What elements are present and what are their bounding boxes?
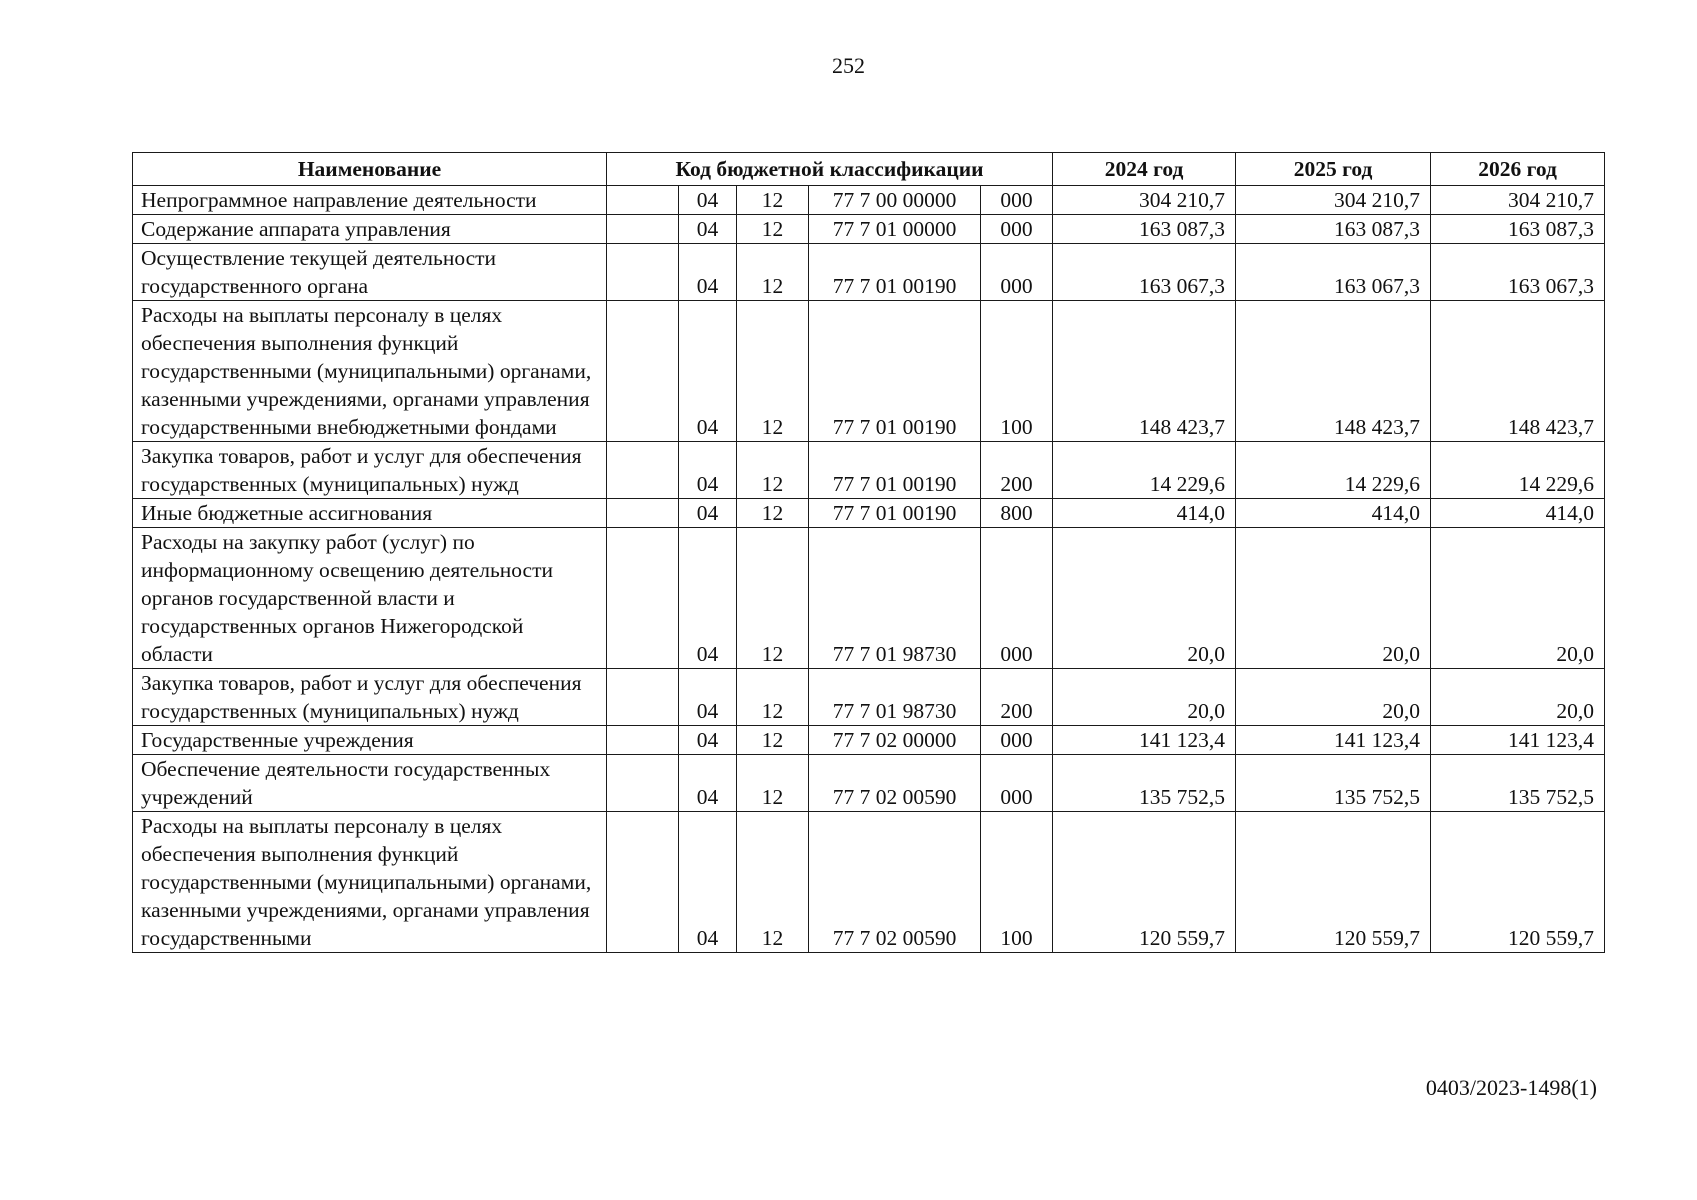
value-2025: 304 210,7 [1236,186,1431,215]
code-subsection: 12 [737,301,809,442]
value-2025: 148 423,7 [1236,301,1431,442]
value-2026: 163 087,3 [1431,215,1605,244]
value-2024: 163 067,3 [1053,244,1236,301]
code-expense-type: 000 [981,726,1053,755]
code-expense-type: 100 [981,301,1053,442]
code-subsection: 12 [737,442,809,499]
code-subsection: 12 [737,726,809,755]
code-section: 04 [679,301,737,442]
value-2024: 14 229,6 [1053,442,1236,499]
row-name: Государственные учреждения [133,726,607,755]
table-row [133,301,1605,442]
code-subsection: 12 [737,669,809,726]
value-2025: 135 752,5 [1236,755,1431,812]
value-2026: 20,0 [1431,669,1605,726]
code-expense-type: 100 [981,812,1053,953]
code-target-article: 77 7 01 98730 [809,669,981,726]
code-subsection: 12 [737,528,809,669]
value-2024: 20,0 [1053,669,1236,726]
code-target-article: 77 7 01 00190 [809,499,981,528]
code-section: 04 [679,186,737,215]
code-admin [607,499,679,528]
value-2024: 141 123,4 [1053,726,1236,755]
row-name: Осуществление текущей деятельности государственного органа [133,244,607,301]
row-name: Расходы на выплаты персоналу в целях обеспечения выполнения функций государственными (муниципальными) органами, казенными учреждениями, органами управления государственными внебюджетными фондами [133,301,607,442]
code-target-article: 77 7 01 00190 [809,442,981,499]
code-expense-type: 000 [981,215,1053,244]
code-expense-type: 000 [981,244,1053,301]
code-target-article: 77 7 00 00000 [809,186,981,215]
table-row [133,528,1605,669]
code-section: 04 [679,442,737,499]
code-admin [607,726,679,755]
header-name: Наименование [133,153,607,186]
row-name: Содержание аппарата управления [133,215,607,244]
code-section: 04 [679,499,737,528]
value-2026: 120 559,7 [1431,812,1605,953]
value-2026: 163 067,3 [1431,244,1605,301]
table-row [133,669,1605,726]
code-section: 04 [679,215,737,244]
table-row [133,755,1605,812]
code-target-article: 77 7 01 00000 [809,215,981,244]
code-admin [607,186,679,215]
value-2024: 304 210,7 [1053,186,1236,215]
value-2025: 414,0 [1236,499,1431,528]
value-2026: 304 210,7 [1431,186,1605,215]
code-target-article: 77 7 01 00190 [809,244,981,301]
header-2024: 2024 год [1053,153,1236,186]
row-name: Иные бюджетные ассигнования [133,499,607,528]
table-header-row [133,153,1605,186]
value-2024: 414,0 [1053,499,1236,528]
value-2026: 141 123,4 [1431,726,1605,755]
value-2025: 120 559,7 [1236,812,1431,953]
code-expense-type: 800 [981,499,1053,528]
header-2026: 2026 год [1431,153,1605,186]
table-row [133,726,1605,755]
code-target-article: 77 7 02 00590 [809,812,981,953]
table-row [133,442,1605,499]
row-name: Расходы на выплаты персоналу в целях обеспечения выполнения функций государственными (муниципальными) органами, казенными учреждениями, органами управления государственными [133,812,607,953]
code-admin [607,301,679,442]
code-target-article: 77 7 02 00000 [809,726,981,755]
code-admin [607,215,679,244]
document-code: 0403/2023-1498(1) [1425,1075,1597,1100]
value-2026: 135 752,5 [1431,755,1605,812]
value-2024: 20,0 [1053,528,1236,669]
value-2024: 135 752,5 [1053,755,1236,812]
code-target-article: 77 7 01 00190 [809,301,981,442]
table-row [133,812,1605,953]
code-section: 04 [679,669,737,726]
table-body [133,186,1605,953]
code-target-article: 77 7 02 00590 [809,755,981,812]
value-2025: 20,0 [1236,528,1431,669]
code-expense-type: 000 [981,755,1053,812]
value-2026: 414,0 [1431,499,1605,528]
value-2026: 148 423,7 [1431,301,1605,442]
budget-table [132,152,1605,953]
code-expense-type: 000 [981,186,1053,215]
code-subsection: 12 [737,812,809,953]
value-2025: 20,0 [1236,669,1431,726]
table-row [133,499,1605,528]
code-subsection: 12 [737,186,809,215]
code-admin [607,669,679,726]
value-2025: 14 229,6 [1236,442,1431,499]
row-name: Обеспечение деятельности государственных учреждений [133,755,607,812]
header-budget-code: Код бюджетной классификации [607,153,1053,186]
value-2024: 120 559,7 [1053,812,1236,953]
value-2026: 14 229,6 [1431,442,1605,499]
row-name: Закупка товаров, работ и услуг для обеспечения государственных (муниципальных) нужд [133,669,607,726]
value-2024: 148 423,7 [1053,301,1236,442]
code-subsection: 12 [737,755,809,812]
code-subsection: 12 [737,215,809,244]
header-2025: 2025 год [1236,153,1431,186]
code-expense-type: 200 [981,442,1053,499]
code-section: 04 [679,726,737,755]
code-admin [607,528,679,669]
value-2024: 163 087,3 [1053,215,1236,244]
value-2026: 20,0 [1431,528,1605,669]
code-subsection: 12 [737,244,809,301]
row-name: Расходы на закупку работ (услуг) по информационному освещению деятельности органов государственной власти и государственных органов Нижегородской области [133,528,607,669]
value-2025: 163 087,3 [1236,215,1431,244]
code-target-article: 77 7 01 98730 [809,528,981,669]
row-name: Непрограммное направление деятельности [133,186,607,215]
table-row [133,215,1605,244]
code-expense-type: 200 [981,669,1053,726]
row-name: Закупка товаров, работ и услуг для обеспечения государственных (муниципальных) нужд [133,442,607,499]
code-admin [607,812,679,953]
code-section: 04 [679,812,737,953]
value-2025: 163 067,3 [1236,244,1431,301]
table-row [133,186,1605,215]
value-2025: 141 123,4 [1236,726,1431,755]
code-section: 04 [679,244,737,301]
code-admin [607,755,679,812]
code-admin [607,244,679,301]
code-expense-type: 000 [981,528,1053,669]
code-admin [607,442,679,499]
table-row [133,244,1605,301]
page-number: 252 [832,53,865,78]
code-section: 04 [679,755,737,812]
code-subsection: 12 [737,499,809,528]
code-section: 04 [679,528,737,669]
